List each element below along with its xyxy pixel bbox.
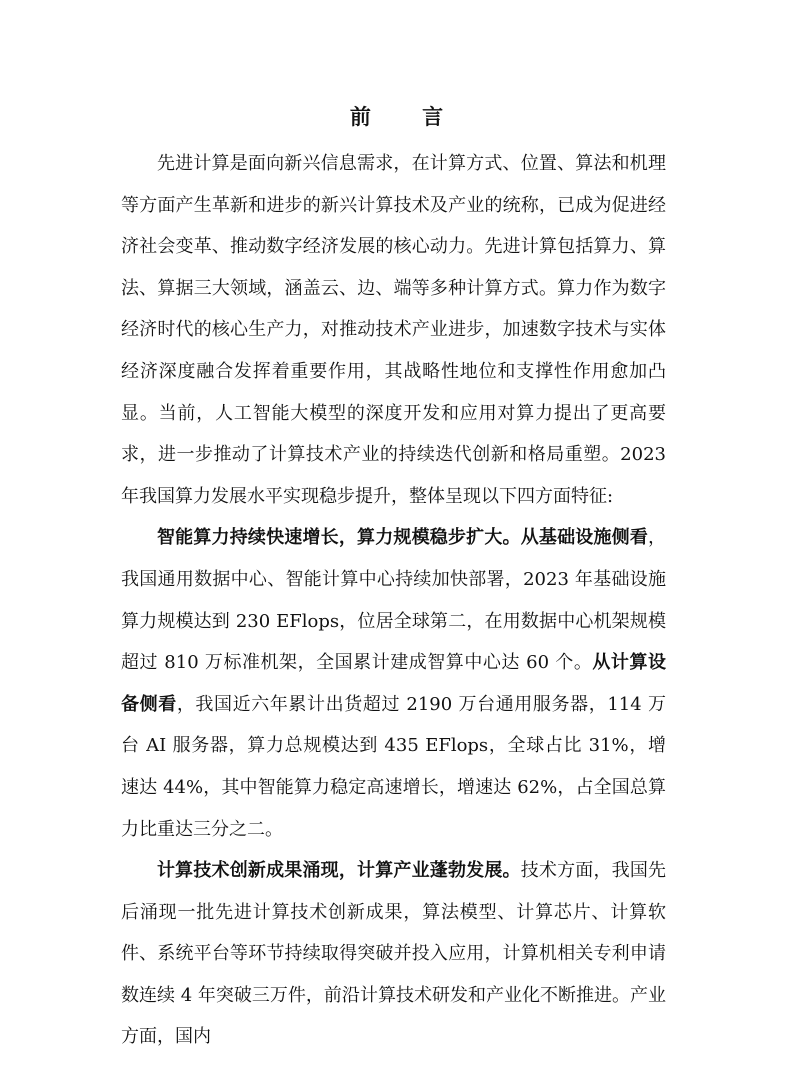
paragraph-heading: 智能算力持续快速增长，算力规模稳步扩大。 bbox=[157, 527, 521, 549]
paragraph-innovation bbox=[121, 850, 666, 1058]
body-text bbox=[121, 143, 666, 1058]
paragraph-computing-power bbox=[121, 517, 666, 850]
page-title: 前 言 bbox=[349, 104, 466, 129]
emphasis-text: 从基础设施侧看 bbox=[520, 527, 648, 549]
emphasis-text: 从计算设备侧看 bbox=[121, 652, 666, 715]
paragraph-text: 先进计算是面向新兴信息需求，在计算方式、位置、算法和机理等方面产生革新和进步的新兴计算技术及产业的统称，已成为促进经济社会变革、推动数字经济发展的核心动力。先进计算包括算力、算法、算据三大领域，涵盖云、边、端等多种计算方式。算力作为数字经济时代的核心生产力，对推动技术产业进步，加速数字技术与实体经济深度融合发挥着重要作用，其战略性地位和支撑性作用愈加凸显。当前，人工智能大模型的深度开发和应用对算力提出了更高要求，进一步推动了计算技术产业的持续迭代创新和格局重塑。2023 年我国算力发展水平实现稳步提升，整体呈现以下四方面特征: bbox=[121, 153, 666, 507]
paragraph-text: ，我国近六年累计出货超过 2190 万台通用服务器，114 万台 AI 服务器，算力总规模达到 435 EFlops，全球占比 31%，增速达 44%，其中智能算力稳定高速增长，增速达 62%，占全国总算力比重达三分之二。 bbox=[121, 693, 667, 840]
paragraph-heading: 计算技术创新成果涌现，计算产业蓬勃发展。 bbox=[157, 860, 521, 882]
paragraph-intro bbox=[121, 143, 666, 517]
paragraph-text: ，我国通用数据中心、智能计算中心持续加快部署，2023 年基础设施算力规模达到 230 EFlops，位居全球第二，在用数据中心机架规模超过 810 万标准机架，全国累计建成智算中心达 60 个。 bbox=[121, 527, 666, 674]
paragraph-text: 技术方面，我国先后涌现一批先进计算技术创新成果，算法模型、计算芯片、计算软件、系统平台等环节持续取得突破并投入应用，计算机相关专利申请数连续 4 年突破三万件，前沿计算技术研发和产业化不断推进。产业方面，国内 bbox=[121, 860, 666, 1048]
